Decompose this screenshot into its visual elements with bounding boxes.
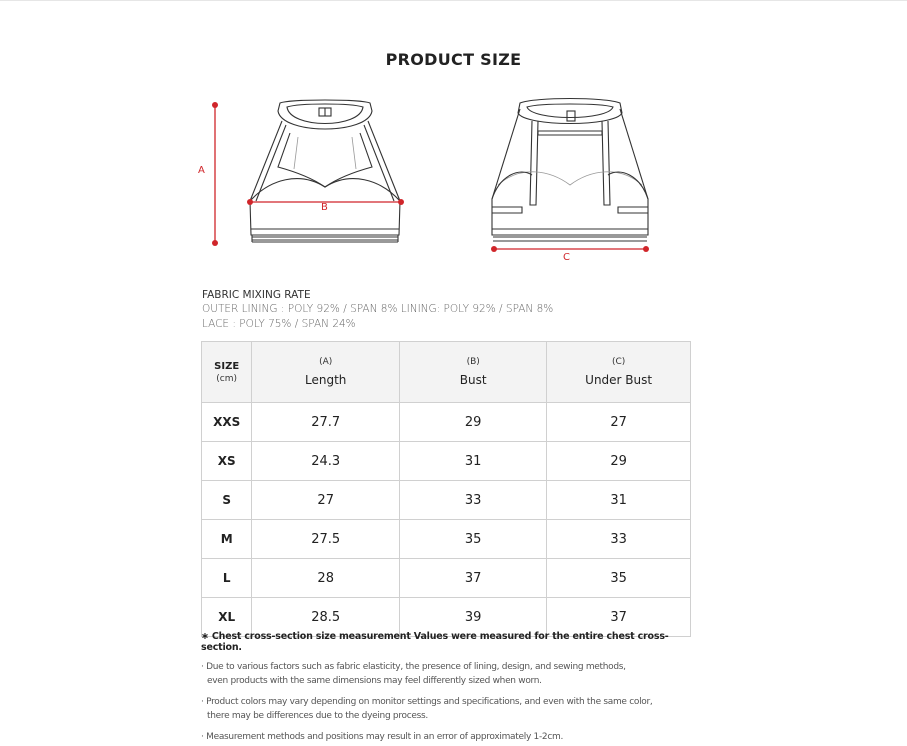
cell-bust: 31 [400, 442, 547, 481]
note-1-line-2: even products with the same dimensions may feel differently sized when worn. [207, 676, 542, 686]
cell-size: XL [202, 598, 252, 637]
cell-under-bust: 35 [547, 559, 691, 598]
table-row [202, 481, 691, 520]
front-view-diagram [190, 95, 420, 255]
fabric-heading: FABRIC MIXING RATE [202, 289, 311, 301]
page-title: PRODUCT SIZE [385, 50, 522, 69]
table-row [202, 520, 691, 559]
header-bust-name: Bust [459, 373, 487, 387]
size-table [201, 341, 691, 637]
note-1-line-1: · Due to various factors such as fabric elasticity, the presence of lining, design, and sewing methods, [201, 662, 626, 672]
table-row [202, 403, 691, 442]
header-size-label: SIZE [214, 360, 240, 372]
fabric-info [202, 288, 553, 332]
cell-length: 24.3 [252, 442, 400, 481]
cell-bust: 37 [400, 559, 547, 598]
back-view-diagram [480, 95, 660, 255]
cell-bust: 35 [400, 520, 547, 559]
header-bust [400, 342, 547, 403]
cell-size: XXS [202, 403, 252, 442]
header-under-bust [547, 342, 691, 403]
cell-under-bust: 37 [547, 598, 691, 637]
header-under-bust-code: (C) [611, 357, 626, 367]
cell-size: S [202, 481, 252, 520]
note-2-line-2: there may be differences due to the dyeing process. [207, 711, 428, 721]
fabric-line-1: OUTER LINING : POLY 92% / SPAN 8% LINING: POLY 92% / SPAN 8% [202, 303, 554, 315]
cell-size: XS [202, 442, 252, 481]
cell-length: 27 [252, 481, 400, 520]
header-length-code: (A) [319, 357, 333, 367]
header-length [252, 342, 400, 403]
cell-bust: 39 [400, 598, 547, 637]
cell-length: 27.5 [252, 520, 400, 559]
table-header-row [202, 342, 691, 403]
cell-size: M [202, 520, 252, 559]
cell-length: 27.7 [252, 403, 400, 442]
cell-size: L [202, 559, 252, 598]
note-3: · Measurement methods and positions may result in an error of approximately 1-2cm. [201, 732, 564, 742]
header-bust-code: (B) [466, 357, 480, 367]
cell-under-bust: 29 [547, 442, 691, 481]
measure-label-b: B [321, 202, 328, 213]
cell-under-bust: 31 [547, 481, 691, 520]
cell-length: 28.5 [252, 598, 400, 637]
cell-length: 28 [252, 559, 400, 598]
cell-under-bust: 33 [547, 520, 691, 559]
header-size [202, 342, 252, 403]
note-2 [201, 695, 701, 723]
note-2-line-1: · Product colors may vary depending on monitor settings and specifications, and even with the same color, [201, 697, 653, 707]
header-length-name: Length [305, 373, 347, 387]
note-1 [201, 660, 701, 688]
top-divider [0, 0, 907, 1]
table-row [202, 559, 691, 598]
cell-under-bust: 27 [547, 403, 691, 442]
notes-section [201, 631, 701, 744]
cell-bust: 29 [400, 403, 547, 442]
measure-label-c: C [563, 252, 570, 263]
measure-label-a: A [198, 165, 205, 176]
fabric-line-2: LACE : POLY 75% / SPAN 24% [202, 318, 356, 330]
header-size-unit: (cm) [216, 373, 238, 384]
cell-bust: 33 [400, 481, 547, 520]
header-under-bust-name: Under Bust [585, 373, 653, 387]
table-row [202, 442, 691, 481]
note-main: ∗ Chest cross-section size measurement Values were measured for the entire chest cross-section. [201, 631, 669, 653]
